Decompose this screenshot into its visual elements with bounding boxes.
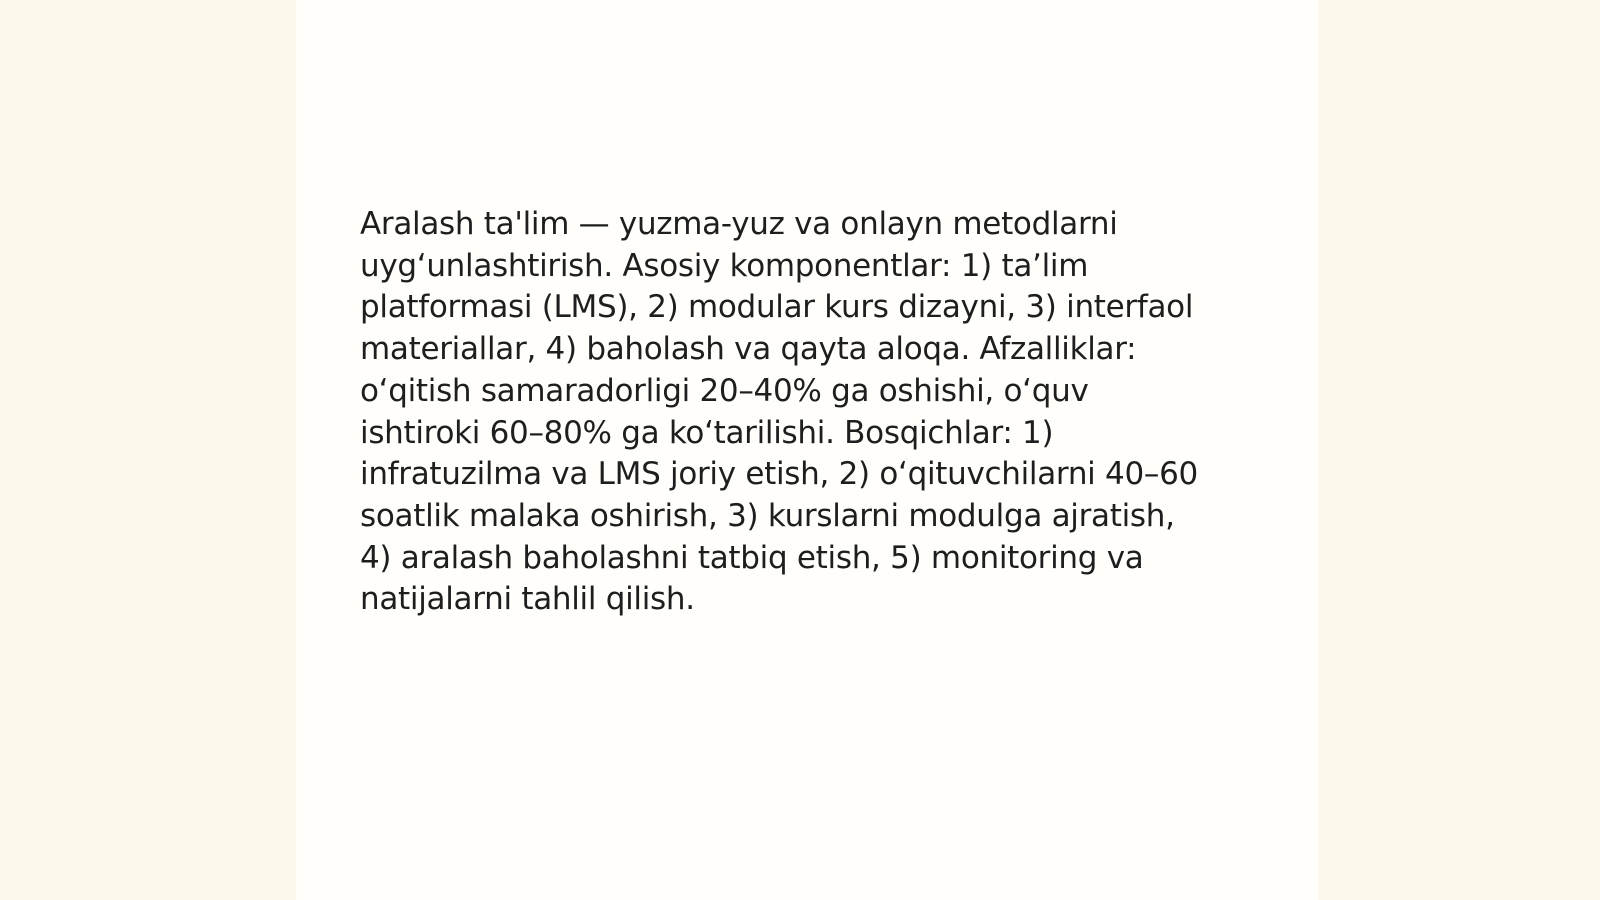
body-paragraph — [360, 204, 1270, 621]
paragraph-line-6: ishtiroki 60–80% ga ko‘tarilishi. Bosqichlar: 1) — [360, 414, 1054, 451]
paragraph-line-10: natijalarni tahlil qilish. — [360, 581, 695, 618]
paragraph-line-1: Aralash ta'lim — yuzma-yuz va onlayn metodlarni — [360, 206, 1118, 242]
paragraph-line-5: o‘qitish samaradorligi 20–40% ga oshishi, o‘quv — [360, 372, 1089, 409]
paragraph-line-9: 4) aralash baholashni tatbiq etish, 5) monitoring va — [360, 539, 1144, 576]
paragraph-line-3: platformasi (LMS), 2) modular kurs dizayni, 3) interfaol — [360, 289, 1194, 326]
paragraph-line-2: uyg‘unlashtirish. Asosiy komponentlar: 1) ta’lim — [360, 247, 1089, 284]
document-page — [296, 0, 1318, 900]
paragraph-line-4: materiallar, 4) baholash va qayta aloqa. Afzalliklar: — [360, 331, 1137, 368]
paragraph-line-7: infratuzilma va LMS joriy etish, 2) o‘qituvchilarni 40–60 — [360, 456, 1198, 493]
paragraph-line-8: soatlik malaka oshirish, 3) kurslarni modulga ajratish, — [360, 497, 1175, 534]
